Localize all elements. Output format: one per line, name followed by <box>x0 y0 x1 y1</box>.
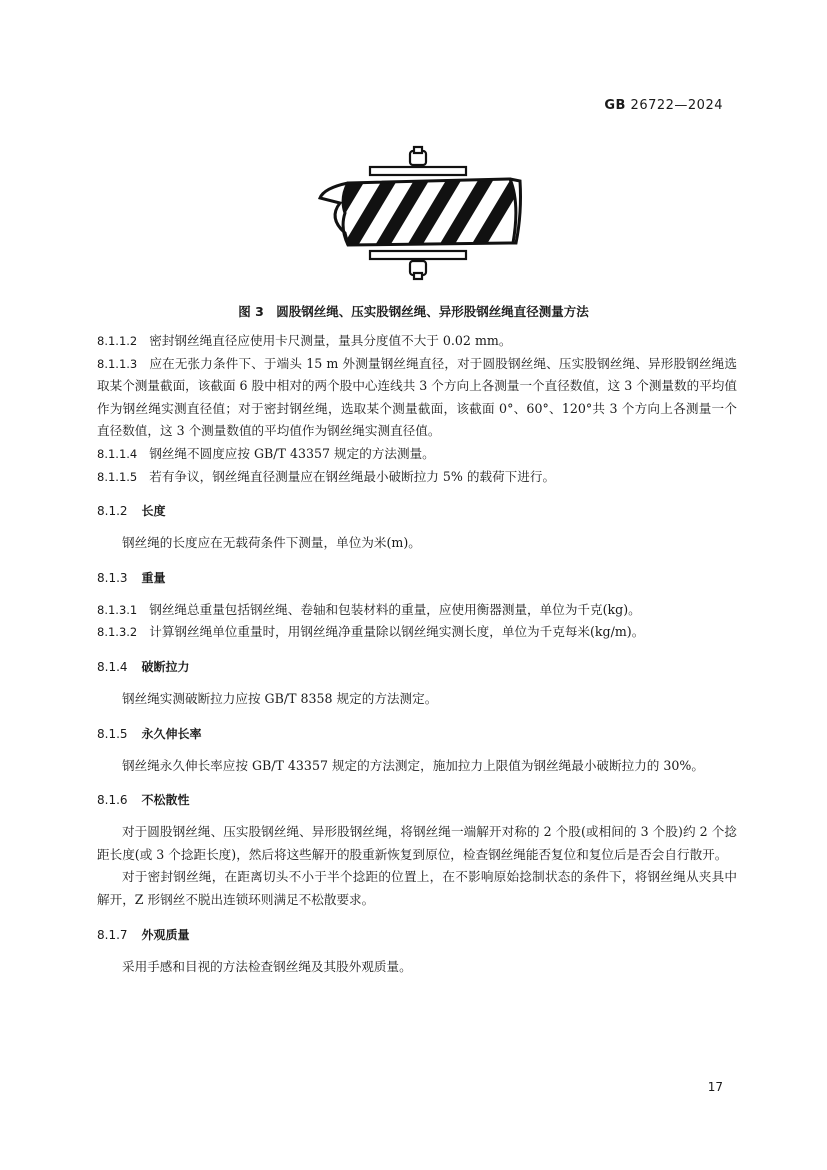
section-heading-appearance: 8.1.7 外观质量 <box>97 927 190 942</box>
paragraph: 对于圆股钢丝绳、压实股钢丝绳、异形股钢丝绳，将钢丝绳一端解开对称的 2 个股(或相间的 3 个股)约 2 个捻距长度(或 3 个捻距长度)，然后将这些解开的股重新恢复到原位，检查钢丝绳能否复位和复位后是否会自行散开。 <box>97 824 737 862</box>
clause-8-1-1-3: 8.1.1.3 应在无张力条件下、于端头 15 m 外测量钢丝绳直径，对于圆股钢丝绳、压实股钢丝绳、异形股钢丝绳选取某个测量截面，该截面 6 股中相对的两个股中心连线共 3 个方向上各测量一个直径数值，这 3 个测量数的平均值作为钢丝绳实测直径值；对于密封钢丝绳，选取某个测量截面，该截面 0°、60°、120°共 3 个方向上各测量一个直径数值，这 3 个测量数值的平均值作为钢丝绳实测直径值。 <box>97 355 737 439</box>
page-number: 17 <box>707 1080 723 1094</box>
standard-code: GB 26722—2024 <box>604 98 723 113</box>
clause-8-1-1-4: 8.1.1.4 钢丝绳不圆度应按 GB/T 43357 规定的方法测量。 <box>97 445 435 461</box>
section-heading-weight: 8.1.3 重量 <box>97 570 166 585</box>
clause-8-1-1-2: 8.1.1.2 密封钢丝绳直径应使用卡尺测量，量具分度值不大于 0.02 mm。 <box>97 333 512 348</box>
document-body <box>97 330 737 978</box>
section-heading-breaking-force: 8.1.4 破断拉力 <box>97 659 190 674</box>
paragraph: 钢丝绳的长度应在无载荷条件下测量，单位为米(m)。 <box>122 535 421 551</box>
section-heading-non-loosening: 8.1.6 不松散性 <box>97 793 190 808</box>
paragraph: 钢丝绳实测破断拉力应按 GB/T 8358 规定的方法测定。 <box>122 690 438 706</box>
paragraph: 对于密封钢丝绳，在距离切头不小于半个捻距的位置上，在不影响原始捻制状态的条件下，将钢丝绳从夹具中解开，Z 形钢丝不脱出连锁环则满足不松散要求。 <box>97 869 737 907</box>
clause-8-1-3-1: 8.1.3.1 钢丝绳总重量包括钢丝绳、卷轴和包装材料的重量，应使用衡器测量，单位为千克(kg)。 <box>97 601 641 617</box>
clause-8-1-1-5: 8.1.1.5 若有争议，钢丝绳直径测量应在钢丝绳最小破断拉力 5% 的载荷下进行。 <box>97 468 556 484</box>
paragraph: 采用手感和目视的方法检查钢丝绳及其股外观质量。 <box>122 958 412 974</box>
clause-8-1-3-2: 8.1.3.2 计算钢丝绳单位重量时，用钢丝绳净重量除以钢丝绳实测长度，单位为千克每米(kg/m)。 <box>97 624 645 640</box>
rope-diameter-figure <box>310 143 525 283</box>
figure-caption: 图 3 圆股钢丝绳、压实股钢丝绳、异形股钢丝绳直径测量方法 <box>238 304 589 319</box>
section-heading-elongation: 8.1.5 永久伸长率 <box>97 726 202 741</box>
paragraph: 钢丝绳永久伸长率应按 GB/T 43357 规定的方法测定，施加拉力上限值为钢丝绳最小破断拉力的 30%。 <box>122 757 704 773</box>
steel-rope-icon <box>310 163 525 263</box>
section-heading-length: 8.1.2 长度 <box>97 504 166 519</box>
